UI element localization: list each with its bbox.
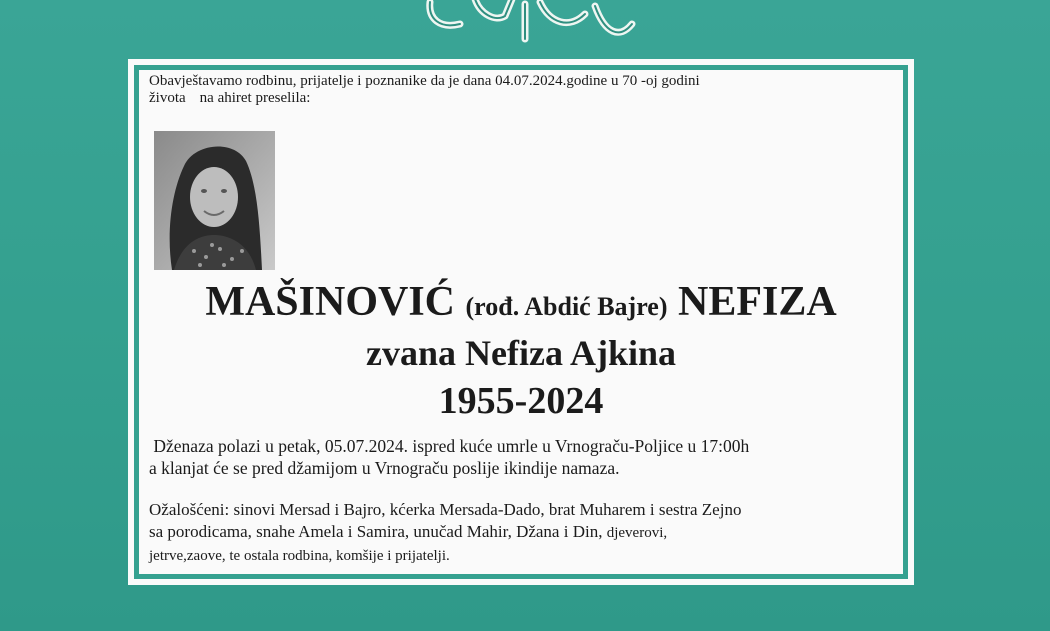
funeral-info	[149, 435, 893, 479]
portrait-photo-icon	[154, 131, 275, 270]
intro-line-2a: života	[149, 90, 186, 106]
alias-name: zvana Nefiza Ajkina	[366, 333, 676, 373]
mourners-list	[149, 499, 893, 567]
funeral-line-2: a klanjat će se pred džamijom u Vrnograču poslije ikindije namaza.	[149, 458, 620, 478]
mourners-line-2a: sa porodicama, snahe Amela i Samira, unučad Mahir, Džana i Din,	[149, 522, 603, 541]
obituary-content	[149, 73, 893, 564]
intro-text	[149, 73, 893, 107]
maiden-name: (rođ. Abdić Bajre)	[465, 292, 668, 321]
mourners-line-1: Ožalošćeni: sinovi Mersad i Bajro, kćerka Mersada-Dado, brat Muharem i sestra Zejno	[149, 500, 742, 519]
intro-line-2b: na ahiret preselila:	[199, 90, 311, 106]
intro-line-1: Obavještavamo rodbinu, prijatelje i poznanike da je dana 04.07.2024.godine u 70 -oj godini	[149, 73, 700, 89]
arabic-calligraphy-icon	[400, 0, 650, 54]
mourners-line-3: jetrve,zaove, te ostala rodbina, komšije i prijatelji.	[149, 548, 450, 564]
surname: MAŠINOVIĆ	[205, 279, 455, 325]
first-name: NEFIZA	[677, 279, 837, 325]
funeral-line-1: Dženaza polazi u petak, 05.07.2024. ispred kuće umrle u Vrnograču-Poljice u 17:00h	[153, 436, 750, 456]
obituary-card	[128, 59, 914, 585]
deceased-name	[149, 278, 893, 331]
life-years: 1955-2024	[438, 380, 604, 422]
mourners-line-2b: djeverovi,	[606, 525, 668, 541]
